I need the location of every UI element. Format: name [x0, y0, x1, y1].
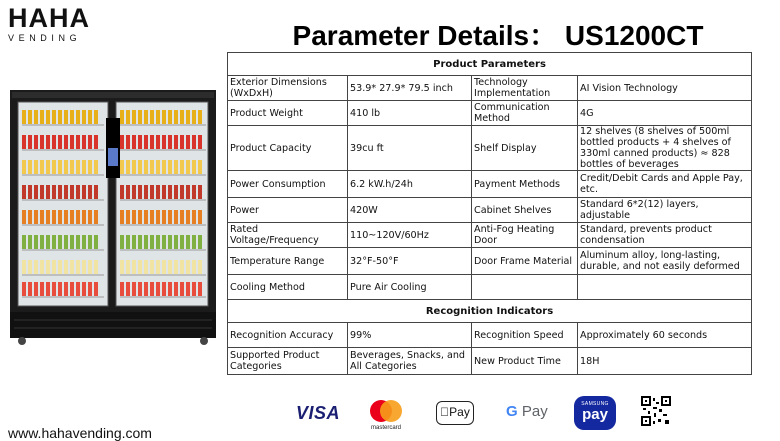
bottle — [174, 185, 178, 199]
table-row — [228, 126, 752, 171]
title-model: US1200CT — [564, 20, 704, 51]
bottle — [174, 260, 178, 274]
bottle — [150, 110, 154, 124]
bottle — [174, 135, 178, 149]
param-label-cell: Recognition Speed — [472, 323, 578, 348]
bottle — [174, 210, 178, 224]
param-label-cell: Product Weight — [228, 101, 348, 126]
bottle — [22, 110, 26, 124]
bottle — [150, 282, 154, 296]
bottle — [76, 110, 80, 124]
bottle — [186, 185, 190, 199]
bottle — [144, 260, 148, 274]
bottle — [58, 160, 62, 174]
table-row — [228, 76, 752, 101]
bottle — [88, 110, 92, 124]
bottle — [34, 185, 38, 199]
param-value-cell: 18H — [578, 348, 752, 375]
param-label-cell: Anti-Fog Heating Door — [472, 223, 578, 248]
bottle — [144, 110, 148, 124]
bottle — [198, 235, 202, 249]
param-value-cell: AI Vision Technology — [578, 76, 752, 101]
apple-icon — [440, 405, 449, 419]
bottle — [46, 282, 50, 296]
section-header-row — [228, 300, 752, 323]
bottle — [22, 160, 26, 174]
bottle — [40, 282, 44, 296]
bottle — [40, 185, 44, 199]
bottle — [186, 210, 190, 224]
bottle — [180, 160, 184, 174]
bottle — [120, 160, 124, 174]
bottle — [64, 235, 68, 249]
bottle — [156, 260, 160, 274]
bottle — [52, 160, 56, 174]
bottle — [168, 110, 172, 124]
bottle — [126, 185, 130, 199]
bottle — [46, 185, 50, 199]
bottle — [126, 160, 130, 174]
bottle — [132, 282, 136, 296]
bottle — [64, 210, 68, 224]
bottle — [46, 260, 50, 274]
bottle — [162, 282, 166, 296]
param-label-cell: Recognition Accuracy — [228, 323, 348, 348]
bottle — [52, 110, 56, 124]
bottle — [198, 135, 202, 149]
bottle — [58, 210, 62, 224]
bottle — [28, 260, 32, 274]
bottle — [168, 235, 172, 249]
google-g-icon: G — [506, 403, 518, 420]
bottle — [22, 210, 26, 224]
table-row — [228, 101, 752, 126]
bottle — [70, 110, 74, 124]
bottle — [34, 160, 38, 174]
bottle — [28, 160, 32, 174]
bottle — [138, 185, 142, 199]
title-prefix: Parameter Details： — [292, 20, 558, 51]
bottle — [40, 260, 44, 274]
param-value-cell: 39cu ft — [348, 126, 472, 171]
bottle — [64, 110, 68, 124]
param-label-cell: Cooling Method — [228, 275, 348, 300]
param-value-cell: 410 lb — [348, 101, 472, 126]
section-title-recognition: Recognition Indicators — [228, 300, 752, 323]
bottle — [132, 135, 136, 149]
param-value-cell: Standard, prevents product condensation — [578, 223, 752, 248]
bottle — [94, 135, 98, 149]
param-value-cell: Beverages, Snacks, and All Categories — [348, 348, 472, 375]
bottle — [46, 135, 50, 149]
bottle — [88, 185, 92, 199]
bottle — [192, 282, 196, 296]
bottle — [22, 282, 26, 296]
bottle — [162, 260, 166, 274]
bottle — [150, 160, 154, 174]
mastercard-logo — [366, 398, 406, 432]
bottle — [94, 235, 98, 249]
bottle — [174, 110, 178, 124]
bottle — [144, 160, 148, 174]
bottle — [192, 210, 196, 224]
bottle — [192, 235, 196, 249]
param-label-cell: New Product Time — [472, 348, 578, 375]
bottle — [186, 282, 190, 296]
bottle — [186, 110, 190, 124]
bottle — [76, 210, 80, 224]
bottle — [138, 160, 142, 174]
bottle — [120, 135, 124, 149]
bottle — [180, 210, 184, 224]
bottle — [168, 282, 172, 296]
bottle — [76, 160, 80, 174]
bottle — [156, 185, 160, 199]
bottle — [70, 260, 74, 274]
bottle — [156, 135, 160, 149]
bottle — [94, 210, 98, 224]
parameter-table — [227, 52, 752, 375]
visa-logo: VISA — [296, 403, 341, 423]
samsung-pay-logo — [574, 396, 616, 430]
bottle — [132, 110, 136, 124]
param-value-cell: 53.9* 27.9* 79.5 inch — [348, 76, 472, 101]
samsung-pay-label: pay — [582, 406, 608, 423]
bottle — [186, 135, 190, 149]
bottle — [180, 235, 184, 249]
bottle — [46, 210, 50, 224]
bottle — [40, 235, 44, 249]
bottle — [126, 135, 130, 149]
bottle — [156, 282, 160, 296]
bottle — [46, 160, 50, 174]
bottle — [132, 185, 136, 199]
bottle — [138, 210, 142, 224]
bottle — [64, 282, 68, 296]
google-pay-label: Pay — [521, 403, 548, 420]
bottle — [22, 185, 26, 199]
bottle — [144, 185, 148, 199]
param-label-cell: Technology Implementation — [472, 76, 578, 101]
param-value-cell: 4G — [578, 101, 752, 126]
section-header-row — [228, 53, 752, 76]
bottle — [132, 260, 136, 274]
bottle — [186, 160, 190, 174]
param-value-cell: Credit/Debit Cards and Apple Pay, etc. — [578, 171, 752, 198]
bottle — [192, 135, 196, 149]
param-label-cell: Product Capacity — [228, 126, 348, 171]
bottle — [94, 260, 98, 274]
bottle — [156, 235, 160, 249]
param-label-cell — [472, 275, 578, 300]
bottle — [76, 260, 80, 274]
bottle — [34, 260, 38, 274]
bottle — [52, 185, 56, 199]
bottle — [150, 185, 154, 199]
bottle — [58, 235, 62, 249]
bottle — [120, 210, 124, 224]
param-label-cell: Temperature Range — [228, 248, 348, 275]
param-label-cell: Payment Methods — [472, 171, 578, 198]
bottle — [28, 210, 32, 224]
bottle — [162, 160, 166, 174]
table-row — [228, 171, 752, 198]
bottle — [126, 235, 130, 249]
website-url: www.hahavending.com — [8, 425, 152, 441]
param-label-cell: Cabinet Shelves — [472, 198, 578, 223]
table-row — [228, 248, 752, 275]
bottle — [174, 160, 178, 174]
table-row — [228, 323, 752, 348]
bottle — [70, 160, 74, 174]
bottle — [150, 135, 154, 149]
bottle — [82, 160, 86, 174]
bottle — [28, 135, 32, 149]
bottle — [180, 260, 184, 274]
bottle — [46, 235, 50, 249]
param-value-cell: 99% — [348, 323, 472, 348]
bottle — [126, 210, 130, 224]
brand-logo — [8, 4, 118, 44]
bottle — [22, 135, 26, 149]
bottle — [82, 260, 86, 274]
bottle — [168, 160, 172, 174]
table-row — [228, 198, 752, 223]
bottle — [126, 282, 130, 296]
bottle — [192, 110, 196, 124]
bottle — [94, 185, 98, 199]
bottle — [22, 260, 26, 274]
bottle — [150, 260, 154, 274]
bottle — [192, 160, 196, 174]
bottle — [88, 160, 92, 174]
param-label-cell: Shelf Display — [472, 126, 578, 171]
bottle — [168, 135, 172, 149]
bottle — [58, 135, 62, 149]
bottle — [198, 185, 202, 199]
bottle — [138, 235, 142, 249]
bottle — [198, 260, 202, 274]
bottle — [82, 185, 86, 199]
bottle — [34, 210, 38, 224]
bottle — [144, 282, 148, 296]
table-row — [228, 348, 752, 375]
param-value-cell: Standard 6*2(12) layers, adjustable — [578, 198, 752, 223]
param-label-cell: Supported Product Categories — [228, 348, 348, 375]
bottle — [162, 185, 166, 199]
bottle — [40, 135, 44, 149]
bottle — [88, 235, 92, 249]
apple-pay-label: Pay — [444, 405, 466, 419]
brand-name: HAHA — [8, 3, 90, 33]
bottle — [82, 235, 86, 249]
bottle — [64, 260, 68, 274]
apple-pay-logo — [436, 401, 474, 425]
bottle — [52, 260, 56, 274]
bottle — [82, 282, 86, 296]
bottle — [198, 160, 202, 174]
bottle — [40, 210, 44, 224]
bottle — [34, 235, 38, 249]
bottle — [88, 260, 92, 274]
bottle — [162, 135, 166, 149]
bottle — [64, 185, 68, 199]
param-label-cell: Power Consumption — [228, 171, 348, 198]
bottle — [192, 185, 196, 199]
bottle — [174, 282, 178, 296]
bottle — [144, 235, 148, 249]
bottle — [82, 210, 86, 224]
bottle — [76, 282, 80, 296]
bottle — [126, 260, 130, 274]
bottle — [28, 185, 32, 199]
bottle — [138, 135, 142, 149]
bottle — [28, 282, 32, 296]
bottle — [70, 185, 74, 199]
bottle — [132, 210, 136, 224]
bottle — [150, 210, 154, 224]
brand-tagline: VENDING — [8, 33, 82, 43]
section-title-product: Product Parameters — [228, 53, 752, 76]
bottle — [70, 282, 74, 296]
bottle — [76, 185, 80, 199]
bottle — [138, 260, 142, 274]
bottle — [88, 210, 92, 224]
bottle — [88, 135, 92, 149]
bottle — [34, 282, 38, 296]
bottle — [52, 135, 56, 149]
bottle — [70, 235, 74, 249]
bottle — [40, 160, 44, 174]
bottle — [120, 110, 124, 124]
bottle — [174, 235, 178, 249]
param-value-cell: 32°F-50°F — [348, 248, 472, 275]
bottle — [180, 282, 184, 296]
param-value-cell: 110~120V/60Hz — [348, 223, 472, 248]
param-label-cell: Power — [228, 198, 348, 223]
param-value-cell: Approximately 60 seconds — [578, 323, 752, 348]
bottle — [76, 235, 80, 249]
bottle — [70, 135, 74, 149]
bottle — [120, 260, 124, 274]
bottle — [180, 185, 184, 199]
param-value-cell: 6.2 kW.h/24h — [348, 171, 472, 198]
bottle — [186, 260, 190, 274]
bottle — [28, 110, 32, 124]
bottle — [94, 110, 98, 124]
bottle — [64, 135, 68, 149]
bottle — [126, 110, 130, 124]
bottle — [58, 282, 62, 296]
bottle — [198, 110, 202, 124]
page-title — [238, 14, 758, 54]
bottle — [120, 185, 124, 199]
bottle — [58, 110, 62, 124]
bottle — [156, 110, 160, 124]
bottle — [162, 110, 166, 124]
bottle — [168, 210, 172, 224]
bottle — [58, 185, 62, 199]
bottle — [88, 282, 92, 296]
param-label-cell: Communication Method — [472, 101, 578, 126]
qr-code-icon — [641, 396, 671, 426]
bottle — [46, 110, 50, 124]
bottle — [180, 110, 184, 124]
bottle — [192, 260, 196, 274]
param-value-cell: Aluminum alloy, long-lasting, durable, and not easily deformed — [578, 248, 752, 275]
bottle — [198, 210, 202, 224]
bottle — [120, 282, 124, 296]
bottle — [180, 135, 184, 149]
param-value-cell — [578, 275, 752, 300]
google-pay-logo — [506, 403, 548, 420]
bottle — [40, 110, 44, 124]
bottle — [168, 260, 172, 274]
samsung-brand-label: SAMSUNG — [581, 401, 609, 407]
bottle — [82, 135, 86, 149]
vending-fridge-image — [10, 90, 216, 346]
bottle — [186, 235, 190, 249]
bottle — [82, 110, 86, 124]
param-label-cell: Door Frame Material — [472, 248, 578, 275]
bottle — [156, 210, 160, 224]
bottle — [70, 210, 74, 224]
bottle — [162, 235, 166, 249]
bottle — [22, 235, 26, 249]
bottle — [156, 160, 160, 174]
bottle — [94, 160, 98, 174]
bottle — [150, 235, 154, 249]
bottle — [34, 110, 38, 124]
bottle — [144, 210, 148, 224]
param-value-cell: Pure Air Cooling — [348, 275, 472, 300]
bottle — [132, 235, 136, 249]
bottle — [76, 135, 80, 149]
bottle — [58, 260, 62, 274]
bottle — [94, 282, 98, 296]
bottle — [132, 160, 136, 174]
bottle — [120, 235, 124, 249]
bottle — [28, 235, 32, 249]
mastercard-label: mastercard — [370, 425, 402, 431]
param-label-cell: Rated Voltage/Frequency — [228, 223, 348, 248]
param-value-cell: 420W — [348, 198, 472, 223]
bottle — [168, 185, 172, 199]
bottle — [64, 160, 68, 174]
table-row — [228, 275, 752, 300]
bottle — [52, 210, 56, 224]
bottle — [52, 235, 56, 249]
param-label-cell: Exterior Dimensions (WxDxH) — [228, 76, 348, 101]
bottle — [34, 135, 38, 149]
param-value-cell: 12 shelves (8 shelves of 500ml bottled products + 4 shelves of 330ml canned products) ≈ 828 bottles of beverages — [578, 126, 752, 171]
table-row — [228, 223, 752, 248]
bottle — [144, 135, 148, 149]
bottle — [162, 210, 166, 224]
bottle — [198, 282, 202, 296]
bottle — [52, 282, 56, 296]
bottle — [138, 282, 142, 296]
bottle — [138, 110, 142, 124]
